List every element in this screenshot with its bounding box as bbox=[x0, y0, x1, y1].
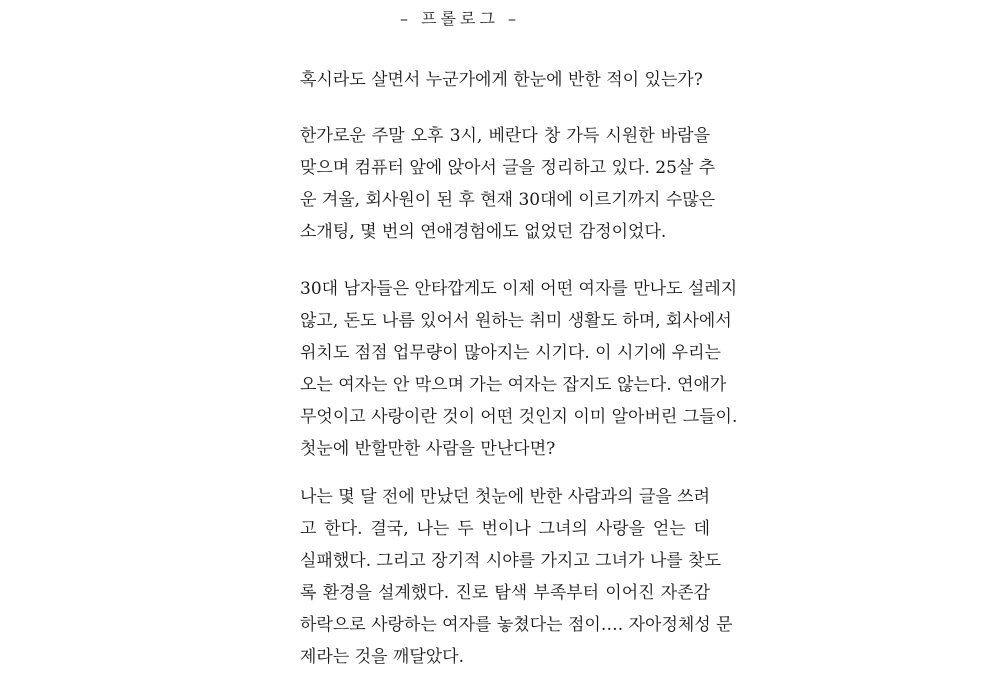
paragraph-line: 맞으며 컴퓨터 앞에 앉아서 글을 정리하고 있다. 25살 추 bbox=[300, 158, 716, 178]
paragraph-line: 록 환경을 설계했다. 진로 탐색 부족부터 이어진 자존감 bbox=[300, 583, 710, 603]
paragraph-line: 혹시라도 살면서 누군가에게 한눈에 반한 적이 있는가? bbox=[300, 70, 703, 90]
paragraph-2 bbox=[300, 120, 716, 248]
paragraph-line: 소개팅, 몇 번의 연애경험에도 없었던 감정이었다. bbox=[300, 222, 667, 242]
paragraph-3 bbox=[300, 273, 738, 465]
paragraph-1 bbox=[300, 64, 710, 96]
paragraph-line: 않고, 돈도 나름 있어서 원하는 취미 생활도 하며, 회사에서 bbox=[300, 311, 732, 331]
paragraph-line: 무엇이고 사랑이란 것이 어떤 것인지 이미 알아버린 그들이. bbox=[300, 407, 738, 427]
paragraph-line: 고 한다. 결국, 나는 두 번이나 그녀의 사랑을 얻는 데 bbox=[300, 519, 710, 539]
paragraph-line: 30대 남자들은 안타깝게도 이제 어떤 여자를 만나도 설레지 bbox=[300, 279, 738, 299]
paragraph-line: 운 겨울, 회사원이 된 후 현재 30대에 이르기까지 수많은 bbox=[300, 190, 716, 210]
chapter-heading: – 프롤로그 – bbox=[400, 9, 520, 28]
paragraph-line: 나는 몇 달 전에 만났던 첫눈에 반한 사람과의 글을 쓰려 bbox=[300, 487, 710, 507]
paragraph-line: 한가로운 주말 오후 3시, 베란다 창 가득 시원한 바람을 bbox=[300, 126, 710, 146]
paragraph-line: 실패했다. 그리고 장기적 시야를 가지고 그녀가 나를 찾도 bbox=[300, 551, 721, 571]
paragraph-line: 첫눈에 반할만한 사람을 만난다면? bbox=[300, 439, 556, 459]
paragraph-4 bbox=[300, 481, 733, 673]
paragraph-line: 하락으로 사랑하는 여자를 놓쳤다는 점이…. 자아정체성 문 bbox=[300, 615, 733, 635]
paragraph-line: 위치도 점점 업무량이 많아지는 시기다. 이 시기에 우리는 bbox=[300, 343, 721, 363]
paragraph-line: 제라는 것을 깨달았다. bbox=[300, 647, 465, 667]
paragraph-line: 오는 여자는 안 막으며 가는 여자는 잡지도 않는다. 연애가 bbox=[300, 375, 727, 395]
